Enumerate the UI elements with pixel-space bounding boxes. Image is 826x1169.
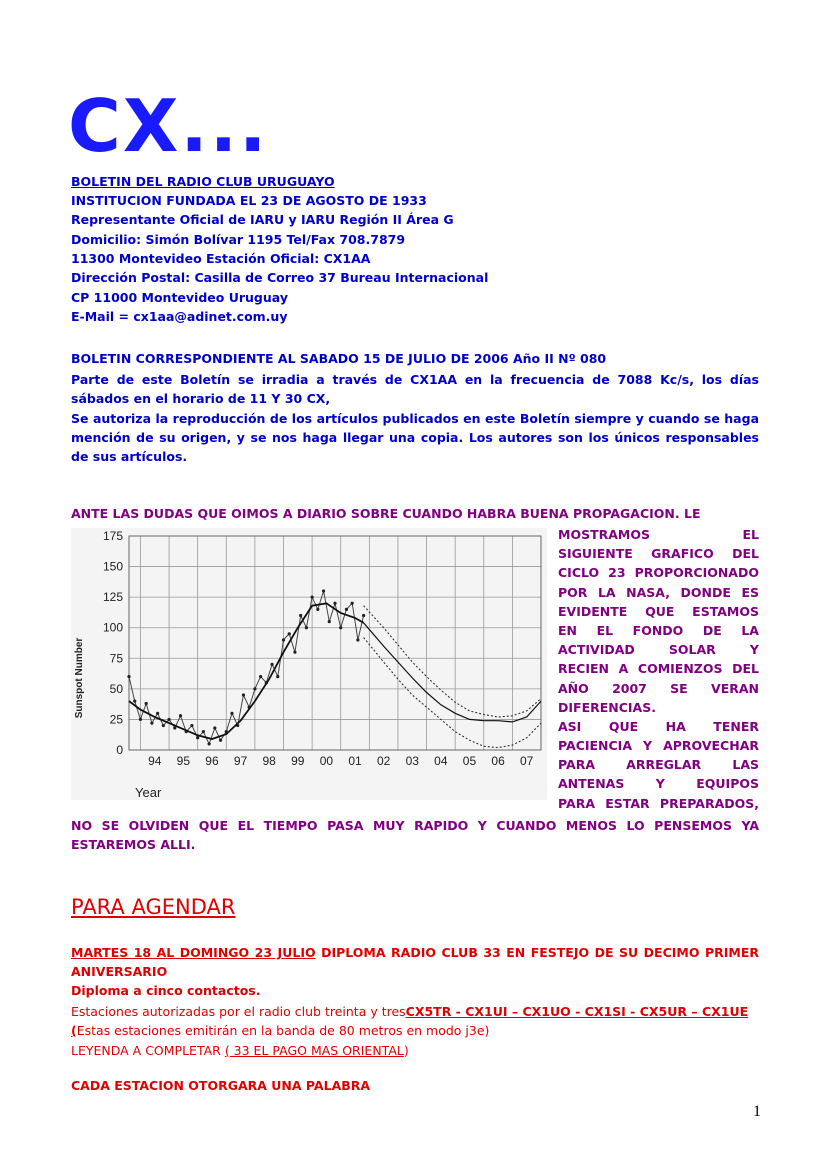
chart-data-point xyxy=(196,736,199,739)
side-line: PARA ARREGLAR LAS xyxy=(558,757,759,773)
chart-data-point xyxy=(356,638,359,641)
agenda-stations xyxy=(71,1002,759,1040)
header-line-email[interactable]: E-Mail = cx1aa@adinet.com.uy xyxy=(71,309,288,324)
header-line-name: BOLETIN DEL RADIO CLUB URUGUAYO xyxy=(71,174,335,189)
chart-x-tick-label: 05 xyxy=(462,754,477,768)
header-line-postal: Dirección Postal: Casilla de Correo 37 Bureau Internacional xyxy=(71,270,489,285)
chart-data-point xyxy=(311,596,314,599)
side-line: POR LA NASA, DONDE ES xyxy=(558,584,759,600)
agenda-contacts: Diploma a cinco contactos. xyxy=(71,983,261,998)
chart-data-point xyxy=(259,675,262,678)
legend-value: ( 33 EL PAGO MAS ORIENTAL xyxy=(224,1043,404,1058)
side-line: SIGUIENTE GRAFICO DEL xyxy=(558,546,759,562)
header-line-founded: INSTITUCION FUNDADA EL 23 DE AGOSTO DE 1933 xyxy=(71,193,427,208)
chart-data-point xyxy=(167,718,170,721)
chart-data-point xyxy=(190,724,193,727)
chart-data-point xyxy=(345,608,348,611)
chart-x-tick-label: 03 xyxy=(405,754,419,768)
chart-data-point xyxy=(202,730,205,733)
chart-data-point xyxy=(362,614,365,617)
legend-label: LEYENDA A COMPLETAR xyxy=(71,1043,225,1058)
chart-data-point xyxy=(230,712,233,715)
chart-y-label: Sunspot Number xyxy=(74,637,85,719)
chart-data-point xyxy=(179,714,182,717)
page-number: 1 xyxy=(753,1103,761,1120)
side-line: PACIENCIA Y APROVECHAR xyxy=(558,738,759,754)
stations-paren: ( xyxy=(71,1023,77,1038)
chart-data-point xyxy=(328,620,331,623)
agenda-legend xyxy=(71,1041,759,1060)
chart-x-tick-label: 96 xyxy=(205,754,219,768)
side-line: ANTENAS Y EQUIPOS xyxy=(558,776,759,792)
propagation-closing: NO SE OLVIDEN QUE EL TIEMPO PASA MUY RAPIDO Y CUANDO MENOS LO PENSEMOS YA ESTAREMOS ALLI. xyxy=(71,818,759,852)
chart-y-tick-label: 25 xyxy=(109,712,123,727)
bulletin-heading: BOLETIN CORRESPONDIENTE AL SABADO 15 DE JULIO DE 2006 Año II Nº 080 xyxy=(71,351,607,366)
side-line: EVIDENTE QUE ESTAMOS xyxy=(558,603,759,619)
chart-data-point xyxy=(145,702,148,705)
stations-list: CX5TR - CX1UI – CX1UO - CX1SI - CX5UR – CX1UE xyxy=(405,1004,749,1019)
side-line: EN EL FONDO DE LA xyxy=(558,622,759,638)
side-line: MOSTRAMOS EL xyxy=(558,527,759,542)
chart-data-point xyxy=(208,742,211,745)
agenda-word-note: CADA ESTACION OTORGARA UNA PALABRA xyxy=(71,1078,371,1093)
propagation-side-text xyxy=(558,525,759,813)
chart-data-point xyxy=(156,712,159,715)
chart-data-point xyxy=(270,663,273,666)
chart-x-tick-label: 94 xyxy=(148,754,162,768)
chart-x-tick-label: 95 xyxy=(176,754,191,768)
chart-data-point xyxy=(127,675,130,678)
chart-x-tick-label: 06 xyxy=(491,754,505,768)
agenda-heading: PARA AGENDAR xyxy=(71,895,236,919)
side-line: ACTIVIDAD SOLAR Y xyxy=(558,642,759,658)
chart-data-point xyxy=(282,638,285,641)
chart-y-tick-label: 50 xyxy=(109,681,123,696)
chart-data-point xyxy=(139,718,142,721)
chart-y-tick-label: 175 xyxy=(102,529,123,543)
chart-data-point xyxy=(253,687,256,690)
chart-x-tick-label: 01 xyxy=(348,754,362,768)
chart-data-point xyxy=(322,589,325,592)
header-line-address: Domicilio: Simón Bolívar 1195 Tel/Fax 708.7879 xyxy=(71,232,406,247)
chart-x-label: Year xyxy=(135,785,162,800)
header-line-cp: CP 11000 Montevideo Uruguay xyxy=(71,290,288,305)
chart-x-tick-label: 02 xyxy=(376,754,391,768)
chart-data-point xyxy=(276,675,279,678)
header-line-station: 11300 Montevideo Estación Oficial: CX1AA xyxy=(71,251,371,266)
chart-data-point xyxy=(293,651,296,654)
chart-data-point xyxy=(213,726,216,729)
chart-data-point xyxy=(305,626,308,629)
stations-intro: Estaciones autorizadas por el radio club treinta y tres xyxy=(71,1004,406,1019)
chart-x-tick-label: 07 xyxy=(520,754,534,768)
side-line: AÑO 2007 SE VERAN xyxy=(558,680,759,696)
chart-y-tick-label: 150 xyxy=(102,559,123,574)
chart-data-point xyxy=(299,614,302,617)
legend-close: ) xyxy=(403,1043,409,1058)
chart-data-point xyxy=(339,626,342,629)
side-line: RECIEN A COMIENZOS DEL xyxy=(558,661,759,677)
header-line-iaru: Representante Oficial de IARU y IARU Región II Área G xyxy=(71,212,454,227)
chart-data-point xyxy=(316,608,319,611)
agenda-event xyxy=(71,943,759,981)
agenda-event-date: MARTES 18 AL DOMINGO 23 JULIO xyxy=(71,945,316,960)
bulletin-rights: Se autoriza la reproducción de los artículos publicados en este Boletín siempre y cuando se haga mención de su origen, y se nos haga llegar una copia. Los autores son los únicos responsables de sus artículos. xyxy=(71,411,759,464)
side-line: DIFERENCIAS. xyxy=(558,699,656,715)
chart-x-tick-label: 98 xyxy=(262,754,276,768)
chart-data-point xyxy=(288,632,291,635)
chart-y-tick-label: 100 xyxy=(102,620,123,635)
sunspot-chart xyxy=(71,528,547,800)
chart-data-point xyxy=(162,724,165,727)
agenda-event-title: DIPLOMA RADIO CLUB 33 EN FESTEJO DE SU DECIMO PRIMER ANIVERSARIO xyxy=(71,945,759,979)
chart-y-tick-label: 0 xyxy=(116,743,123,757)
side-line: ASI QUE HA TENER xyxy=(558,718,759,734)
chart-data-point xyxy=(133,699,136,702)
side-line: CICLO 23 PROPORCIONADO xyxy=(558,565,759,581)
chart-x-tick-label: 04 xyxy=(434,754,448,768)
chart-y-tick-label: 125 xyxy=(102,590,123,605)
chart-data-point xyxy=(219,739,222,742)
chart-data-point xyxy=(351,602,354,605)
chart-x-tick-label: 00 xyxy=(319,754,334,768)
chart-data-point xyxy=(150,721,153,724)
bulletin-title: CX... xyxy=(68,84,269,168)
stations-note: Estas estaciones emitirán en la banda de 80 metros en modo j3e) xyxy=(76,1023,490,1038)
chart-data-point xyxy=(242,693,245,696)
propagation-intro: ANTE LAS DUDAS QUE OIMOS A DIARIO SOBRE CUANDO HABRA BUENA PROPAGACION. LE xyxy=(71,506,701,521)
bulletin-broadcast: Parte de este Boletín se irradia a través de CX1AA en la frecuencia de 7088 Kc/s, los días sábados en el horario de 11 Y 30 CX, xyxy=(71,372,759,406)
chart-data-point xyxy=(333,602,336,605)
chart-y-tick-label: 75 xyxy=(109,651,123,666)
chart-x-tick-label: 99 xyxy=(291,754,305,768)
side-line: PARA ESTAR PREPARADOS, xyxy=(558,795,759,811)
chart-x-tick-label: 97 xyxy=(233,754,248,768)
